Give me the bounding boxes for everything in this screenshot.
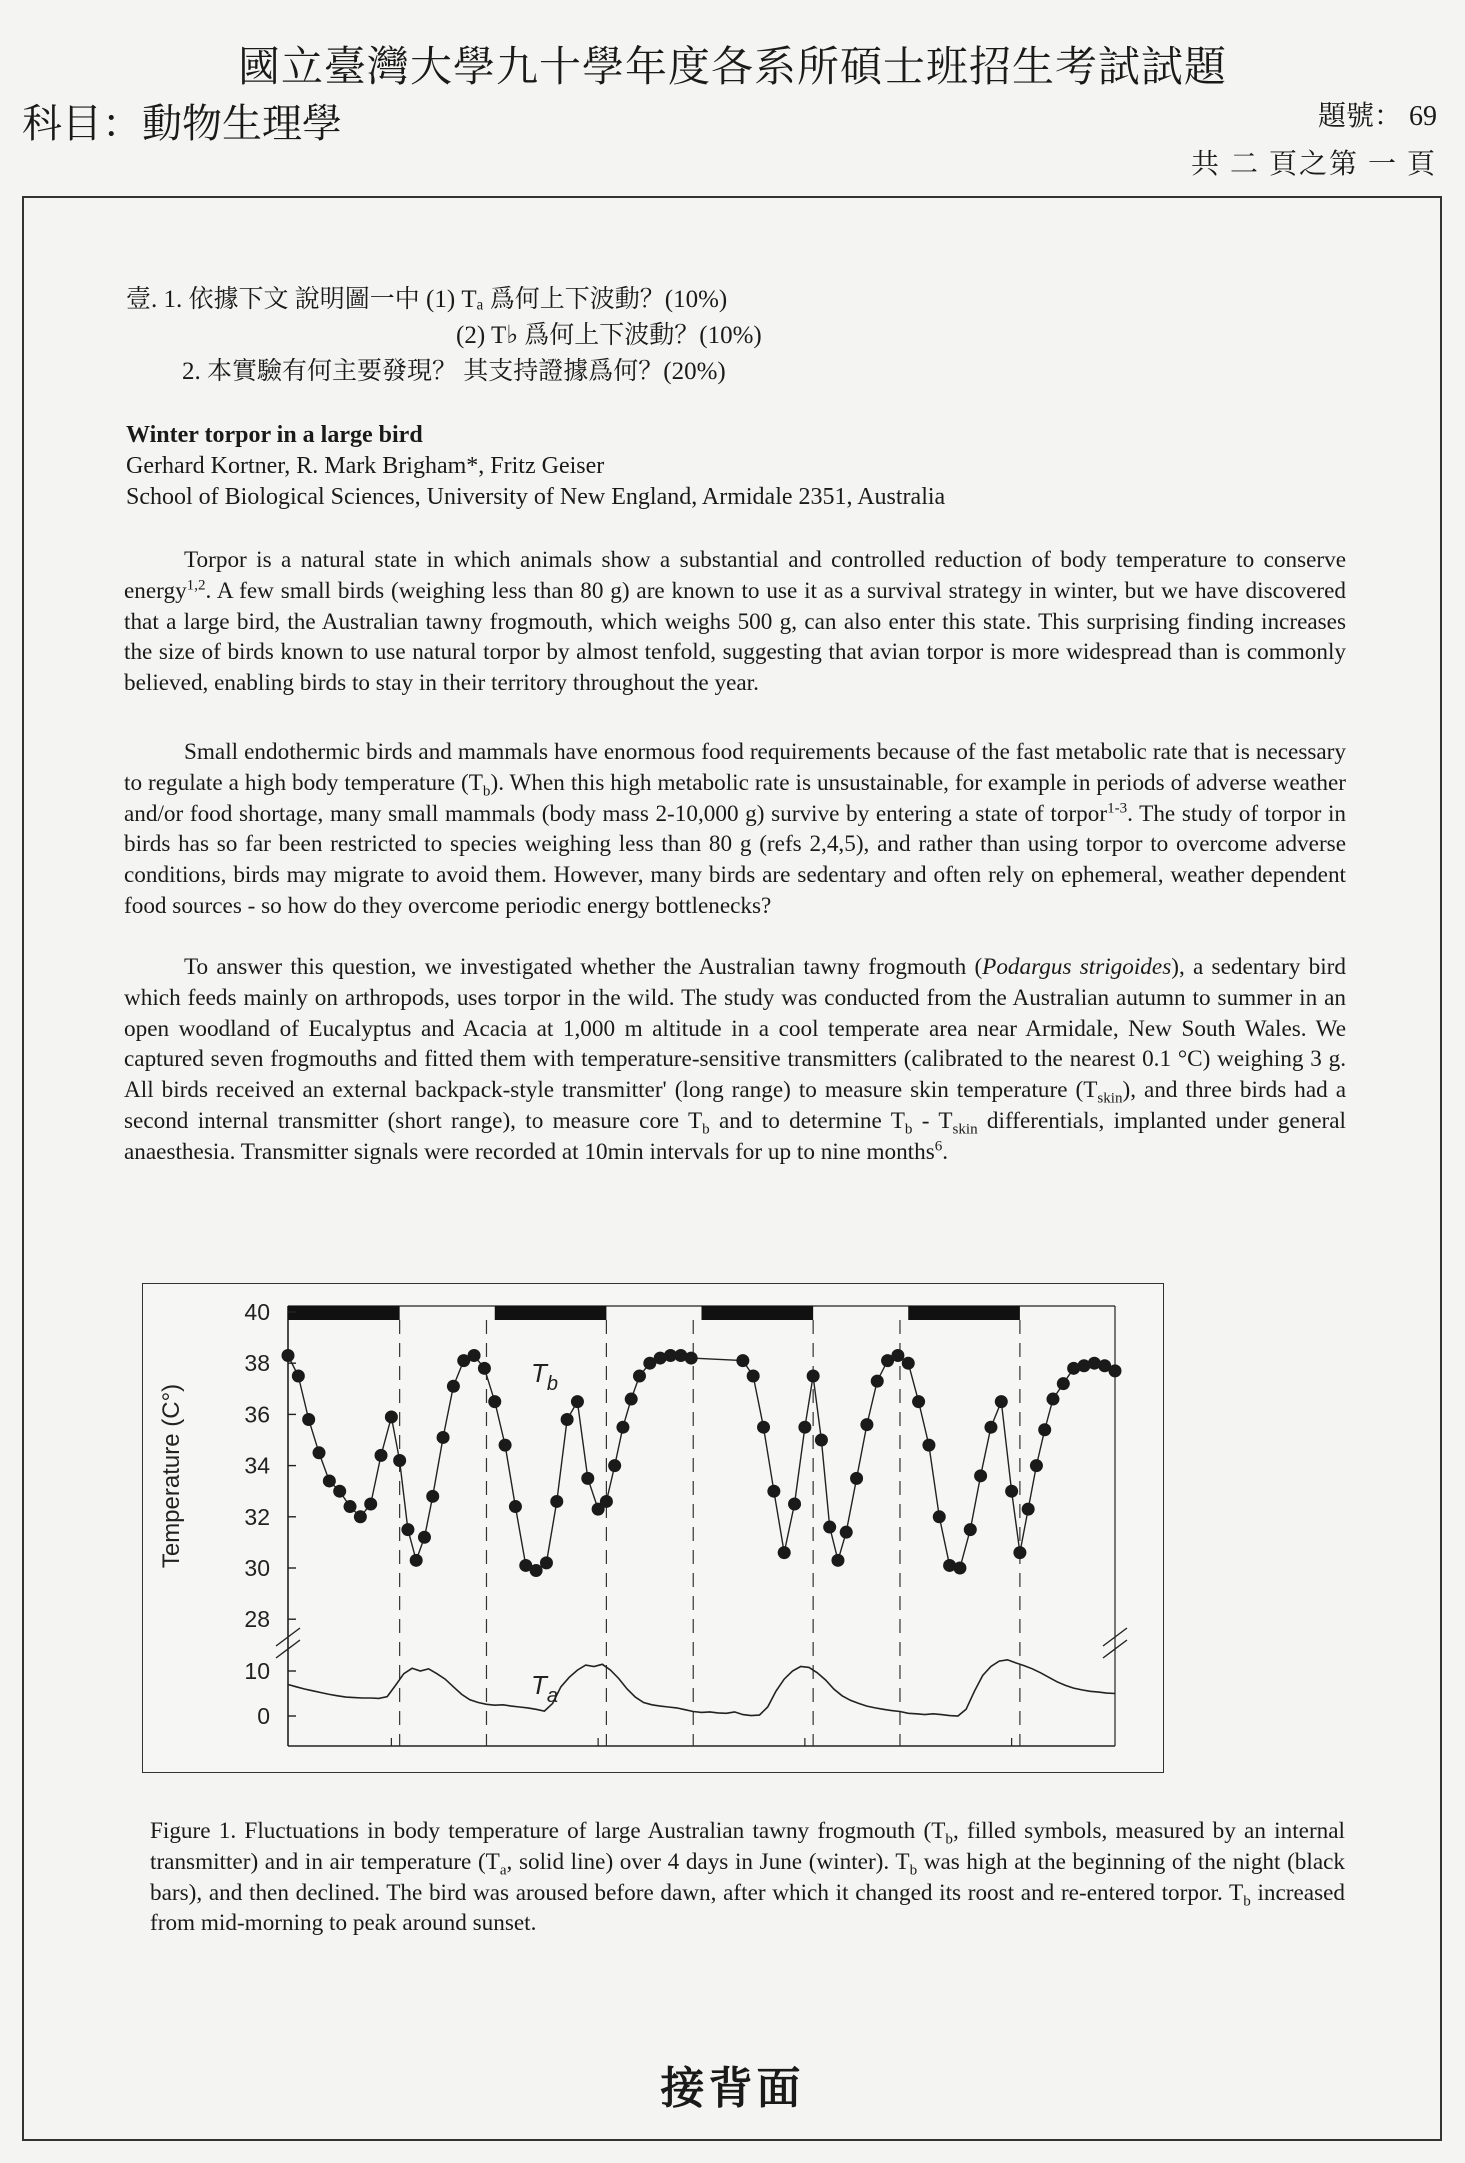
footer-note: 接背面: [660, 2064, 805, 2113]
tb-point: [736, 1354, 749, 1367]
tb-point: [540, 1556, 553, 1569]
tb-line: [288, 1356, 1115, 1571]
tb-point: [788, 1498, 801, 1511]
temperature-chart: [143, 1284, 1163, 1772]
tb-point: [1038, 1423, 1051, 1436]
ta-line: [288, 1660, 1115, 1716]
y-tick-label-38: 38: [244, 1350, 270, 1377]
tb-point: [410, 1554, 423, 1567]
tb-point: [354, 1510, 367, 1523]
tb-point: [323, 1474, 336, 1487]
tb-point: [995, 1395, 1008, 1408]
tb-point: [393, 1454, 406, 1467]
y-tick-label-34: 34: [244, 1452, 270, 1479]
tb-point: [509, 1500, 522, 1513]
tb-series-label: $T_b$: [531, 1358, 559, 1395]
tb-point: [600, 1495, 613, 1508]
tb-point: [953, 1562, 966, 1575]
article-authors: Gerhard Kortner, R. Mark Brigham*, Fritz Geiser: [126, 453, 605, 479]
tb-point: [530, 1564, 543, 1577]
tb-point: [571, 1395, 584, 1408]
tb-point: [964, 1523, 977, 1536]
tb-point: [757, 1421, 770, 1434]
night-bar-0: [288, 1306, 400, 1320]
y-axis-label: Temperature (C°): [158, 1383, 185, 1569]
article-paragraph-1: Torpor is a natural state in which animals show a substantial and controlled reduction of body temperature to conserve energy$^{1,2}$. A few small birds (weighing less than 80 g) are known to use it as a survival strategy in winter, but we have discovered that a large bird, the Australian tawny frogmouth, which weighs 500 g, can also enter this state. This surprising finding increases the size of birds known to use natural torpor by almost tenfold, suggesting that avian torpor is more widespread than is commonly believed, enabling birds to stay in their territory throughout the year.: [124, 547, 1346, 697]
article-paragraph-2: Small endothermic birds and mammals have enormous food requirements because of the fast metabolic rate that is necessary to regulate a high body temperature $(T_b)$. When this high metabolic rate is unsustainable, for example in periods of adverse weather and/or food shortage, many small mammals (body mass 2-10,000 g) survive by entering a state of torpor$^{1-3}$. The study of torpor in birds has so far been restricted to species weighing less than 80 g (refs 2,4,5), and rather than using torpor to overcome adverse conditions, birds may migrate to avoid them. However, many birds are sedentary and often rely on ephemeral, weather dependent food sources - so how do they overcome periodic energy bottlenecks?: [124, 739, 1347, 919]
tb-point: [499, 1439, 512, 1452]
tb-point: [302, 1413, 315, 1426]
question-1-part-2: (2) T♭ 爲何上下波動？(10%): [456, 322, 762, 349]
y-tick-label-lower-10: 10: [244, 1658, 270, 1684]
tb-point: [984, 1421, 997, 1434]
page-info: 共 二 頁之第 一 頁: [1190, 149, 1437, 180]
tb-point: [1013, 1546, 1026, 1559]
tb-point: [933, 1510, 946, 1523]
tb-point: [767, 1485, 780, 1498]
tb-point: [344, 1500, 357, 1513]
y-tick-label-36: 36: [244, 1401, 270, 1428]
article-affiliation: School of Biological Sciences, University of New England, Armidale 2351, Australia: [126, 484, 946, 510]
tb-point: [1005, 1485, 1018, 1498]
tb-point: [1109, 1364, 1122, 1377]
tb-point: [778, 1546, 791, 1559]
night-bar-1: [495, 1306, 607, 1320]
tb-point: [1057, 1377, 1070, 1390]
night-bar-2: [702, 1306, 814, 1320]
tb-point: [401, 1523, 414, 1536]
tb-point: [633, 1370, 646, 1383]
article-paragraph-3: To answer this question, we investigated whether the Australian tawny frogmouth (Podargus strigoides), a sedentary bird which feeds mainly on arthropods, uses torpor in the wild. The study was conducted from the Australian autumn to summer in an open woodland of Eucalyptus and Acacia at 1,000 m altitude in a cool temperate area near Armidale, New South Wales. We captured seven frogmouths and fitted them with temperature-sensitive transmitters (calibrated to the nearest 0.1 °C) weighing 3 g. All birds received an external backpack-style transmitter' (long range) to measure skin temperature $(T_{skin})$, and three birds had a second internal transmitter (short range), to measure core $T_b$ and to determine $T_b - T_{skin}$ differentials, implanted under general anaesthesia. Transmitter signals were recorded at 10min intervals for up to nine months$^6$.: [124, 954, 1346, 1165]
tb-point: [292, 1370, 305, 1383]
tb-point: [608, 1459, 621, 1472]
tb-point: [974, 1469, 987, 1482]
tb-point: [871, 1375, 884, 1388]
question-1-part-1: 壹. 1. 依據下文 說明圖一中 (1) Tₐ 爲何上下波動？(10%): [126, 286, 728, 313]
tb-point: [418, 1531, 431, 1544]
ta-series-label: $T_a$: [531, 1670, 559, 1707]
tb-point: [815, 1434, 828, 1447]
y-tick-label-lower-0: 0: [257, 1703, 270, 1729]
tb-point: [1046, 1393, 1059, 1406]
tb-point: [922, 1439, 935, 1452]
tb-point: [912, 1395, 925, 1408]
tb-point: [488, 1395, 501, 1408]
tb-point: [840, 1526, 853, 1539]
night-bar-3: [908, 1306, 1020, 1320]
tb-point: [364, 1498, 377, 1511]
tb-point: [850, 1472, 863, 1485]
tb-point: [375, 1449, 388, 1462]
figure-1: [142, 1283, 1164, 1773]
tb-point: [823, 1521, 836, 1534]
tb-point: [902, 1357, 915, 1370]
tb-point: [426, 1490, 439, 1503]
tb-point: [685, 1352, 698, 1365]
tb-point: [550, 1495, 563, 1508]
tb-point: [385, 1410, 398, 1423]
tb-point: [282, 1349, 295, 1362]
tb-point: [616, 1421, 629, 1434]
question-number: 題號： 69: [1317, 101, 1437, 132]
tb-point: [313, 1446, 326, 1459]
tb-point: [831, 1554, 844, 1567]
exam-title: 國立臺灣大學九十學年度各系所碩士班招生考試試題: [237, 45, 1227, 91]
article-title: Winter torpor in a large bird: [126, 422, 423, 448]
y-tick-label-32: 32: [244, 1503, 270, 1530]
tb-point: [1030, 1459, 1043, 1472]
tb-point: [447, 1380, 460, 1393]
tb-point: [437, 1431, 450, 1444]
tb-point: [478, 1362, 491, 1375]
y-tick-label-30: 30: [244, 1555, 270, 1581]
tb-point: [333, 1485, 346, 1498]
y-tick-label-28: 28: [244, 1606, 270, 1633]
exam-subject: 科目：動物生理學: [22, 101, 342, 146]
tb-point: [581, 1472, 594, 1485]
tb-point: [860, 1418, 873, 1431]
figure-caption: Figure 1. Fluctuations in body temperature of large Australian tawny frogmouth ($T_b$, filled symbols, measured by an internal transmitter) and in air temperature ($T_a$, solid line) over 4 days in June (winter). $T_b$ was high at the beginning of the night (black bars), and then declined. The bird was aroused before dawn, after which it changed its roost and re-entered torpor. $T_b$ increased from mid-morning to peak around sunset.: [150, 1818, 1346, 1937]
question-2: 2. 本實驗有何主要發現？ 其支持證據爲何？(20%): [182, 358, 726, 385]
tb-point: [747, 1370, 760, 1383]
tb-point: [798, 1421, 811, 1434]
tb-point: [625, 1393, 638, 1406]
tb-point: [1022, 1503, 1035, 1516]
tb-point: [468, 1349, 481, 1362]
tb-point: [807, 1370, 820, 1383]
tb-point: [891, 1349, 904, 1362]
tb-point: [561, 1413, 574, 1426]
y-tick-label-40: 40: [244, 1299, 270, 1325]
